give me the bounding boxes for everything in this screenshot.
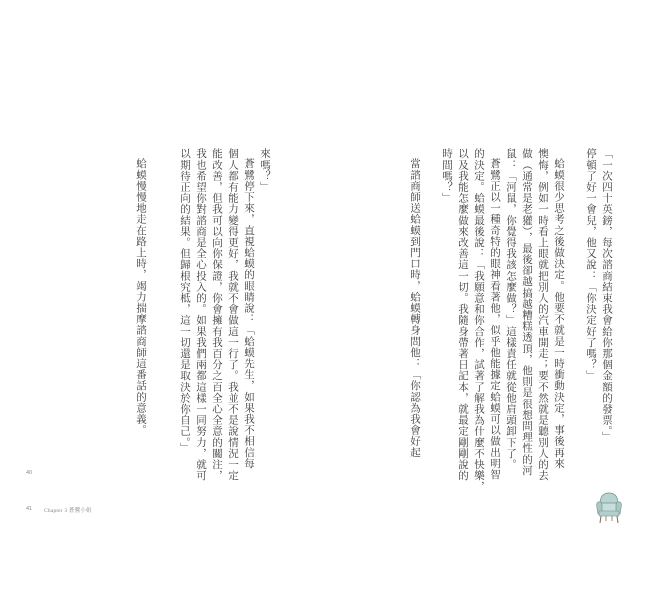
text-column-15: 能改善，但我可以向你保證，你會擁有我百分之百全心全意的關注， xyxy=(211,148,223,481)
text-column-16: 我也希望你對諮商是全心投入的。如果我們兩都這樣一同努力，就可 xyxy=(195,148,207,481)
page-number-right: 41 xyxy=(26,506,33,512)
page-number-left: 40 xyxy=(26,470,33,476)
text-column-13: 蒼鷺停下來，直視蛤蟆的眼睛說：「蛤蟆先生，如果我不相信每 xyxy=(243,158,255,469)
text-column-1: 「一次四十英鎊，每次諮商結束我會給你那個金額的發票。」 xyxy=(601,148,613,443)
text-column-6: 鼠：「河鼠，你覺得我該怎麼做？」這樣責任就從他肩頭卸下了。 xyxy=(505,148,517,470)
text-column-5: 做（通常是老獾），最後卻越搞越糟糕透頂，他則是很想問理性的河 xyxy=(521,148,533,476)
text-column-18: 蛤蟆慢慢地走在路上時，竭力揣摩諮商師這番話的意義。 xyxy=(135,158,147,436)
text-column-12: 來嗎？」 xyxy=(259,148,271,193)
text-column-17: 以期待正向的結果。但歸根究柢，這一切還是取決於你自己。」 xyxy=(179,148,191,454)
text-column-4: 懊悔，例如一時看上眼就把別人的汽車開走；要不然就是聽別人的去 xyxy=(537,148,549,481)
text-column-3: 蛤蟆很少思考之後做決定。他要不就是一時衝動決定，事後再來 xyxy=(553,158,565,469)
text-column-10: 時間嗎？」 xyxy=(441,148,453,204)
text-column-8: 的決定。蛤蟆最後說：「我願意和你合作，試著了解我為什麼不快樂， xyxy=(473,148,485,493)
text-column-9: 以及我能怎麼做來改善這一切。我隨身帶著日記本，就最定剛剛說的 xyxy=(457,148,469,481)
text-column-7: 蒼鷺正以一種奇特的眼神看著他，似乎他能據定蛤蟆可以做出明智 xyxy=(489,158,501,480)
text-column-11: 當諮商師送蛤蟆到門口時，蛤蟆轉身問他：「你認為我會好起 xyxy=(409,158,421,458)
armchair-illustration xyxy=(595,490,623,526)
text-column-2: 停頓了好一會兒，他又說：「你決定好了嗎？」 xyxy=(585,148,597,382)
text-column-14: 個人都有能力變得更好，我就不會做這一行了。我並不是說情況一定 xyxy=(227,148,239,481)
running-footer: Chapter 3 蒼鷺小姐 xyxy=(44,508,92,514)
